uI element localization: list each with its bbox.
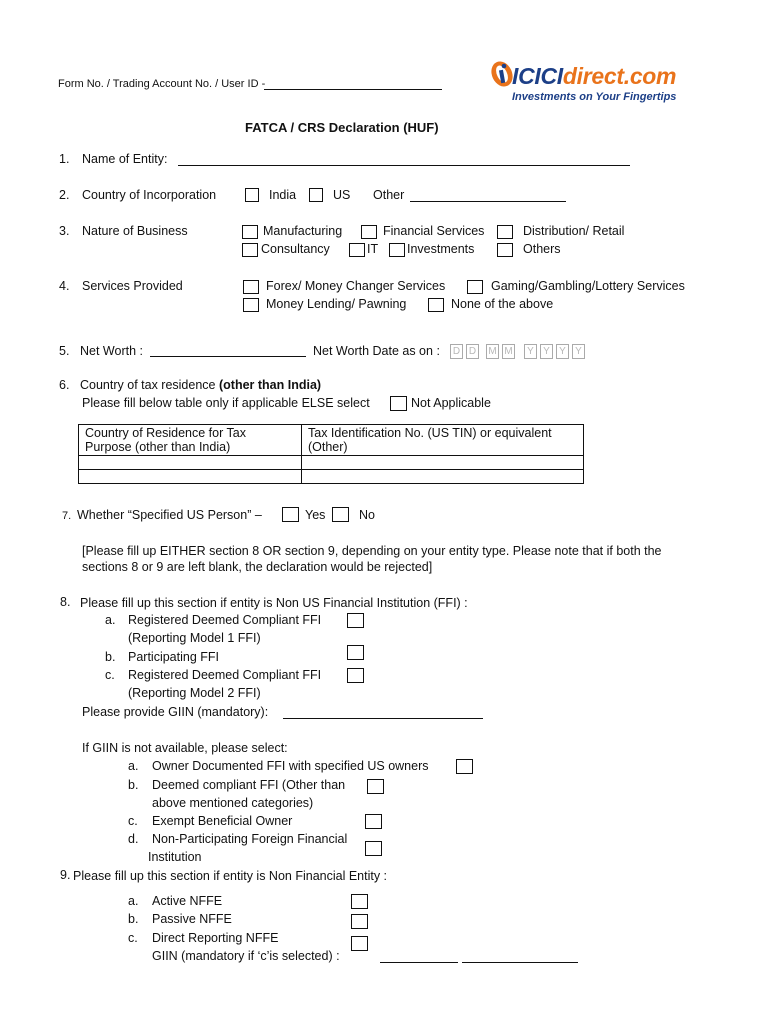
passive-nffe-checkbox[interactable] (351, 914, 368, 929)
nffe-option-b-letter: b. (128, 912, 139, 926)
nffe-option-c-label: Direct Reporting NFFE (152, 931, 279, 945)
forex-checkbox[interactable] (243, 280, 259, 294)
date-day-box[interactable]: D (466, 344, 479, 359)
ffi-option-a-sublabel: (Reporting Model 1 FFI) (128, 631, 261, 645)
q3-number: 3. (59, 224, 70, 238)
other-country-field[interactable] (410, 201, 566, 202)
not-applicable-label: Not Applicable (411, 396, 491, 410)
nffe-giin-field-1[interactable] (380, 962, 458, 963)
ffi-option-b-letter: b. (105, 650, 116, 664)
net-worth-date-label: Net Worth Date as on : (313, 344, 440, 358)
date-year-box[interactable]: Y (524, 344, 537, 359)
india-checkbox[interactable] (245, 188, 259, 202)
it-checkbox[interactable] (349, 243, 365, 257)
money-lending-checkbox[interactable] (243, 298, 259, 312)
giin-option-b-letter: b. (128, 778, 139, 792)
q8-number: 8. (60, 595, 71, 609)
entity-name-label: Name of Entity: (82, 152, 168, 166)
giin-option-c-label: Exempt Beneficial Owner (152, 814, 293, 828)
q6-number: 6. (59, 378, 70, 392)
tax-residence-table (78, 424, 584, 484)
nffe-option-a-letter: a. (128, 894, 139, 908)
giin-option-b-sublabel: above mentioned categories) (152, 796, 314, 810)
table-row[interactable] (79, 456, 584, 470)
investments-checkbox[interactable] (389, 243, 405, 257)
section-note-line1: [Please fill up EITHER section 8 OR section 9, depending on your entity type. Please note that if both the (82, 544, 662, 558)
ffi-option-c-sublabel: (Reporting Model 2 FFI) (128, 686, 261, 700)
date-month-box[interactable]: M (486, 344, 499, 359)
q2-number: 2. (59, 188, 70, 202)
gaming-label: Gaming/Gambling/Lottery Services (491, 279, 685, 293)
form-number-label: Form No. / Trading Account No. / User ID - (58, 78, 266, 90)
giin-option-c-checkbox[interactable] (365, 814, 382, 829)
distribution-retail-checkbox[interactable] (497, 225, 513, 239)
giin-option-c-letter: c. (128, 814, 138, 828)
q1-number: 1. (59, 152, 70, 166)
giin-label: Please provide GIIN (mandatory): (82, 705, 269, 719)
giin-option-d-label: Non-Participating Foreign Financial (152, 832, 348, 846)
giin-unavailable-label: If GIIN is not available, please select: (82, 741, 288, 755)
us-label: US (333, 188, 351, 202)
date-year-box[interactable]: Y (572, 344, 585, 359)
nature-business-label: Nature of Business (82, 224, 188, 238)
forex-label: Forex/ Money Changer Services (266, 279, 446, 293)
it-label: IT (367, 242, 379, 256)
nffe-option-b-label: Passive NFFE (152, 912, 232, 926)
ffi-option-c-label: Registered Deemed Compliant FFI (128, 668, 322, 682)
ffi-option-b-label: Participating FFI (128, 650, 220, 664)
q5-number: 5. (59, 344, 70, 358)
date-year-box[interactable]: Y (556, 344, 569, 359)
other-label: Other (373, 188, 405, 202)
table-cell[interactable] (302, 470, 584, 484)
giin-option-d-checkbox[interactable] (365, 841, 382, 856)
nffe-option-c-letter: c. (128, 931, 138, 945)
nffe-option-a-label: Active NFFE (152, 894, 223, 908)
section-note-line2: sections 8 or 9 are left blank, the declaration would be rejected] (82, 560, 433, 574)
investments-label: Investments (407, 242, 475, 256)
nffe-giin-label: GIIN (mandatory if ‘c’is selected) : (152, 949, 340, 963)
ffi-option-a-letter: a. (105, 613, 116, 627)
q9-number: 9. (60, 868, 71, 882)
direct-reporting-nffe-checkbox[interactable] (351, 936, 368, 951)
table-header-cell: Tax Identification No. (US TIN) or equivalent (Other) (302, 425, 584, 456)
others-label: Others (523, 242, 561, 256)
consultancy-checkbox[interactable] (242, 243, 258, 257)
giin-option-d-sublabel: Institution (148, 850, 202, 864)
table-cell[interactable] (302, 456, 584, 470)
ffi-option-a-checkbox[interactable] (347, 613, 364, 628)
manufacturing-checkbox[interactable] (242, 225, 258, 239)
giin-field[interactable] (283, 718, 483, 719)
ffi-option-c-letter: c. (105, 668, 115, 682)
table-header-row (79, 425, 584, 456)
consultancy-label: Consultancy (261, 242, 330, 256)
specified-us-person-label: Whether “Specified US Person” – (77, 508, 262, 522)
nfe-section-label: Please fill up this section if entity is Non Financial Entity : (73, 869, 388, 883)
none-above-label: None of the above (451, 297, 554, 311)
date-day-box[interactable]: D (450, 344, 463, 359)
logo-tagline: Investments on Your Fingertips (512, 91, 677, 103)
us-checkbox[interactable] (309, 188, 323, 202)
date-year-box[interactable]: Y (540, 344, 553, 359)
us-person-no-label: No (359, 508, 375, 522)
financial-services-checkbox[interactable] (361, 225, 377, 239)
date-month-box[interactable]: M (502, 344, 515, 359)
gaming-checkbox[interactable] (467, 280, 483, 294)
ffi-option-b-checkbox[interactable] (347, 645, 364, 660)
money-lending-label: Money Lending/ Pawning (266, 297, 407, 311)
none-above-checkbox[interactable] (428, 298, 444, 312)
india-label: India (269, 188, 297, 202)
giin-option-a-label: Owner Documented FFI with specified US owners (152, 759, 429, 773)
q4-number: 4. (59, 279, 70, 293)
us-person-yes-checkbox[interactable] (282, 507, 299, 522)
country-incorporation-label: Country of Incorporation (82, 188, 217, 202)
us-person-no-checkbox[interactable] (332, 507, 349, 522)
logo-wordmark: ICICIdirect.com (512, 63, 677, 89)
giin-option-b-label: Deemed compliant FFI (Other than (152, 778, 346, 792)
page-title: FATCA / CRS Declaration (HUF) (245, 120, 439, 135)
table-row[interactable] (79, 470, 584, 484)
table-header-cell: Country of Residence for Tax Purpose (other than India) (79, 425, 302, 456)
nffe-giin-field-2[interactable] (462, 962, 578, 963)
manufacturing-label: Manufacturing (263, 224, 343, 238)
not-applicable-checkbox[interactable] (390, 396, 407, 411)
net-worth-field[interactable] (150, 356, 306, 357)
tax-residence-label: Country of tax residence (other than India) (80, 378, 322, 392)
table-cell[interactable] (79, 456, 302, 470)
entity-name-field[interactable] (178, 165, 630, 166)
form-number-field[interactable] (264, 89, 442, 90)
ffi-option-a-label: Registered Deemed Compliant FFI (128, 613, 322, 627)
ffi-option-c-checkbox[interactable] (347, 668, 364, 683)
net-worth-label: Net Worth : (80, 344, 143, 358)
giin-option-b-checkbox[interactable] (367, 779, 384, 794)
financial-services-label: Financial Services (383, 224, 485, 238)
giin-option-a-checkbox[interactable] (456, 759, 473, 774)
giin-option-d-letter: d. (128, 832, 139, 846)
distribution-retail-label: Distribution/ Retail (523, 224, 625, 238)
services-provided-label: Services Provided (82, 279, 183, 293)
table-cell[interactable] (79, 470, 302, 484)
q7-number: 7. (62, 510, 72, 522)
active-nffe-checkbox[interactable] (351, 894, 368, 909)
us-person-yes-label: Yes (305, 508, 326, 522)
giin-option-a-letter: a. (128, 759, 139, 773)
ffi-section-label: Please fill up this section if entity is Non US Financial Institution (FFI) : (80, 596, 468, 610)
tax-residence-instruction: Please fill below table only if applicable ELSE select (82, 396, 370, 410)
others-checkbox[interactable] (497, 243, 513, 257)
